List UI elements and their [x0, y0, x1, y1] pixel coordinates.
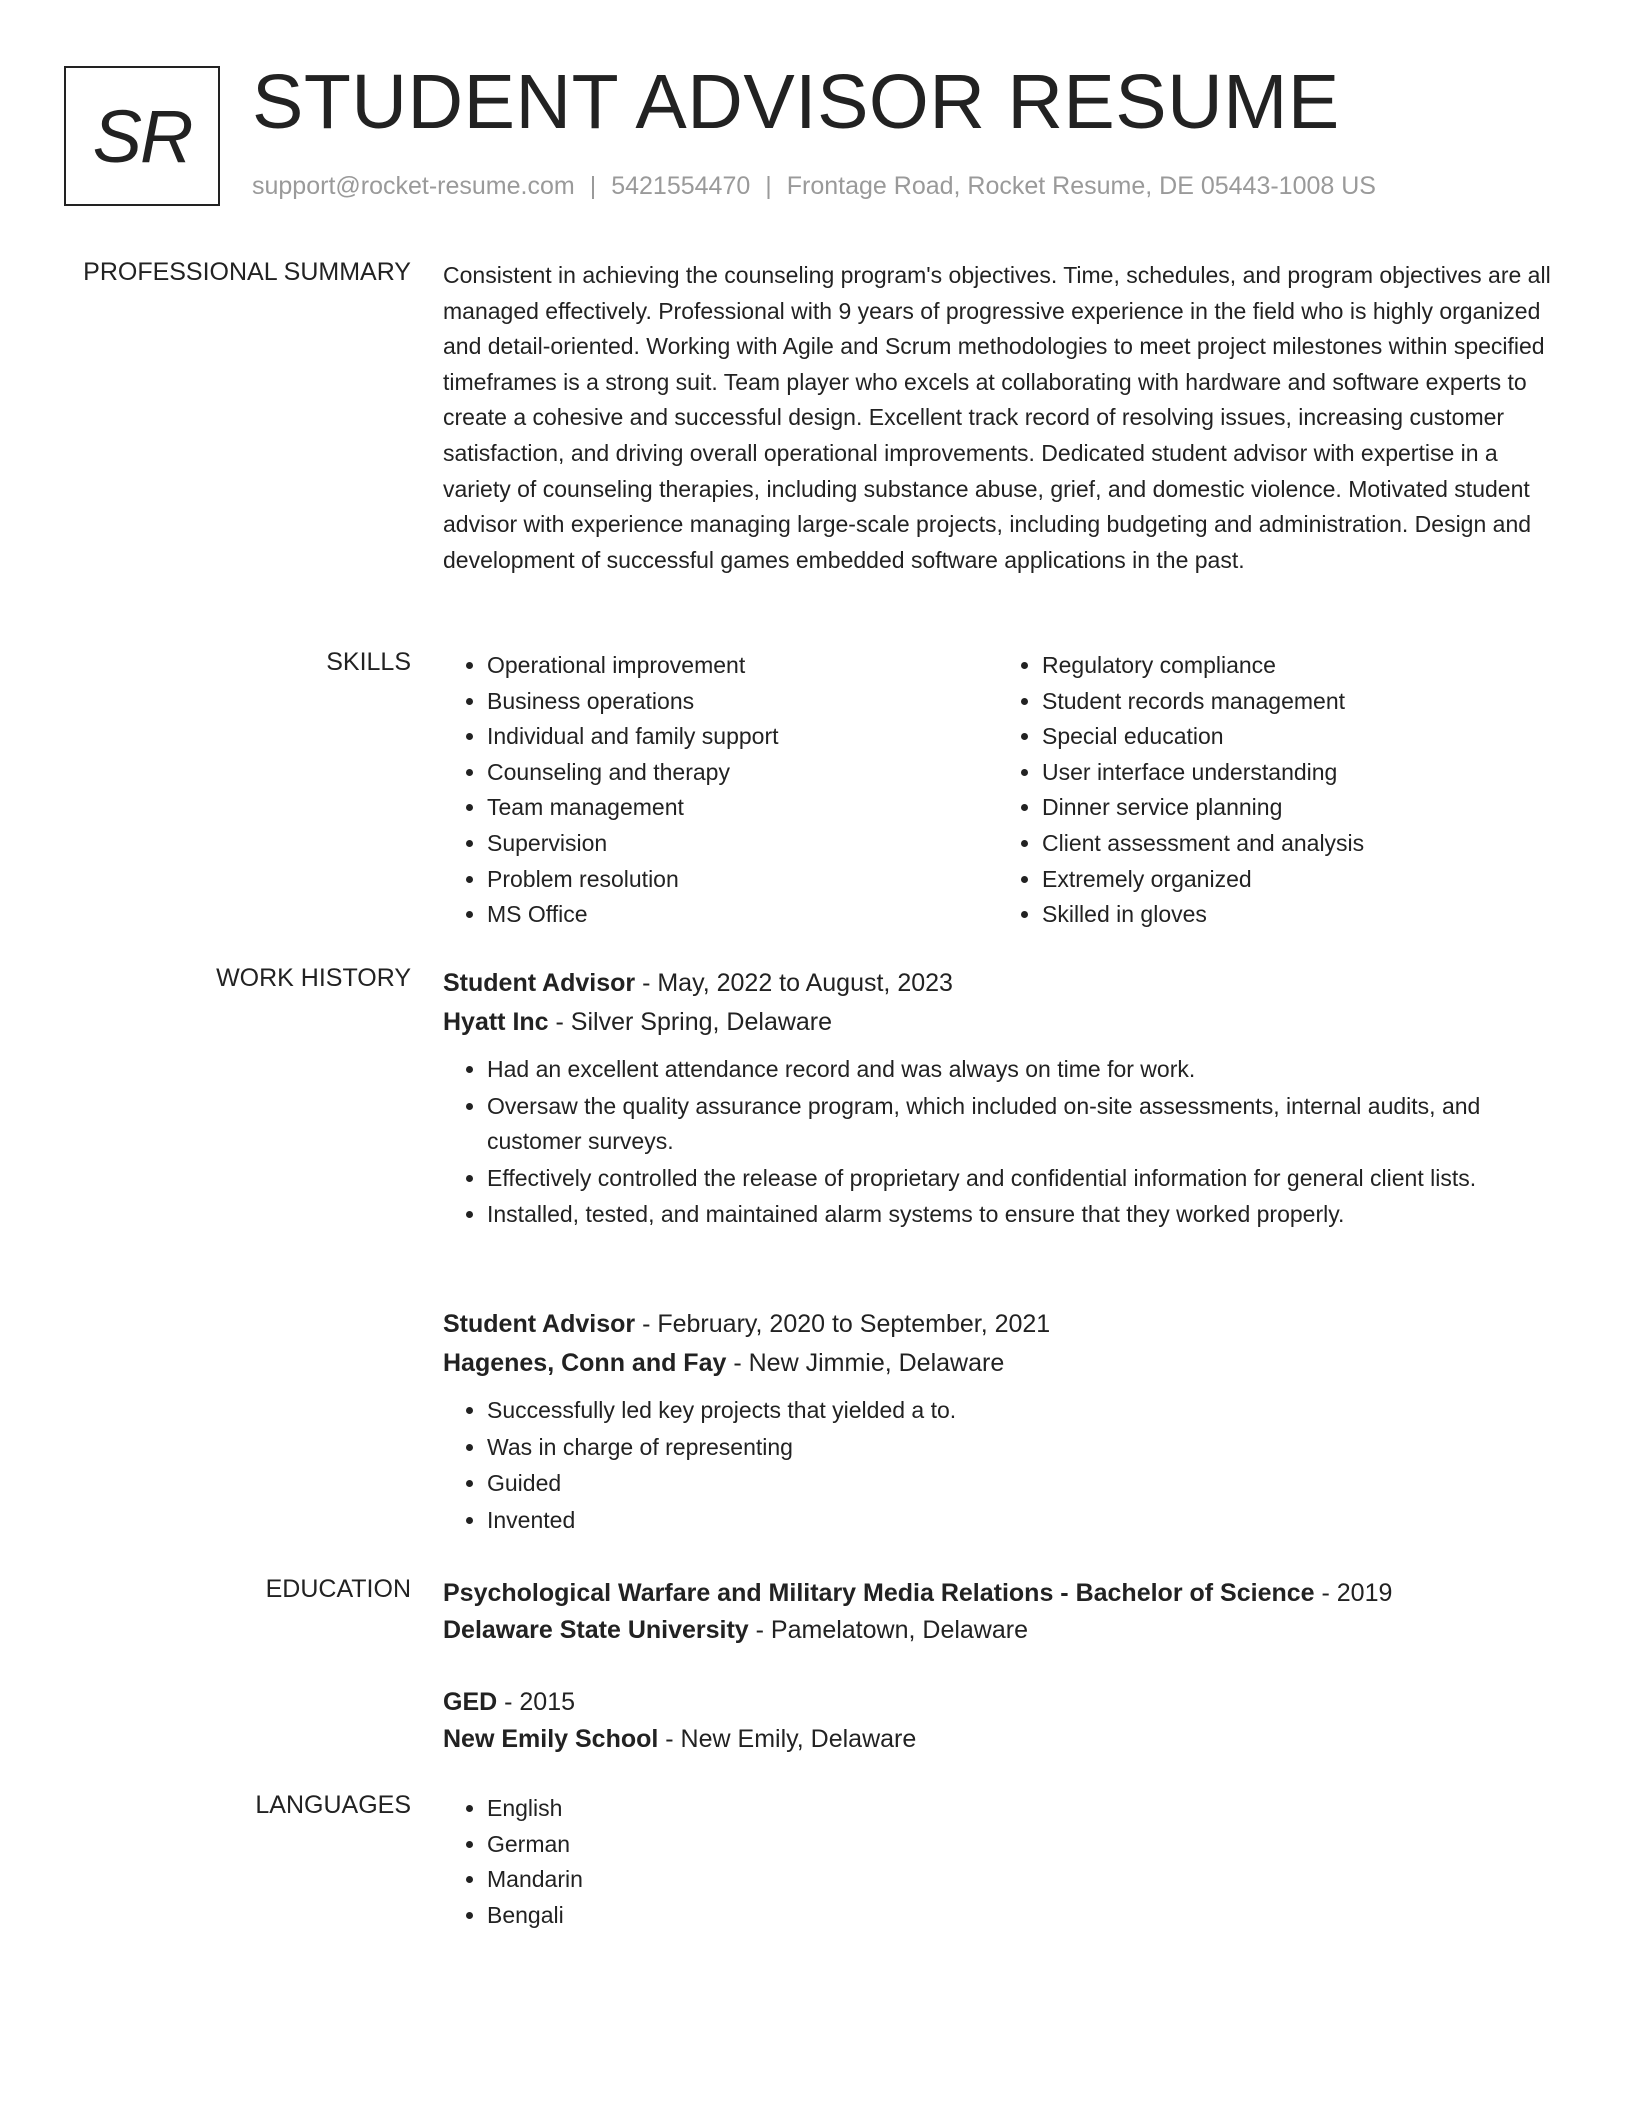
skill-item: • Student records management	[1042, 684, 1553, 720]
job-bullets	[443, 1393, 1553, 1538]
job-location: - New Jimmie, Delaware	[726, 1349, 1005, 1377]
skill-item: • Team management	[487, 790, 998, 826]
section-label-skills: SKILLS	[326, 648, 411, 676]
skill-item: • Skilled in gloves	[1042, 897, 1553, 933]
skill-item: • Supervision	[487, 826, 998, 862]
job-entry	[443, 1305, 1553, 1538]
education-school-line	[443, 1721, 1553, 1758]
job-company-line	[443, 1003, 1553, 1042]
section-label-work: WORK HISTORY	[216, 964, 411, 992]
job-bullets	[443, 1052, 1553, 1233]
job-bullet: • Was in charge of representing	[487, 1430, 1553, 1466]
skill-item: • Extremely organized	[1042, 862, 1553, 898]
summary-text: Consistent in achieving the counseling program's objectives. Time, schedules, and program objectives are all managed effectively. Professional with 9 years of progressive experience in the field who is highly organized and detail-oriented. Working with Agile and Scrum methodologies to meet project milestones within specified timeframes is a strong suit. Team player who excels at collaborating with hardware and software experts to create a cohesive and successful design. Excellent track record of resolving issues, increasing customer satisfaction, and driving overall operational improvements. Dedicated student advisor with expertise in a variety of counseling therapies, including substance abuse, grief, and domestic violence. Motivated student advisor with experience managing large-scale projects, including budgeting and administration. Design and development of successful games embedded software applications in the past.	[443, 262, 1551, 573]
job-bullet: • Effectively controlled the release of proprietary and confidential information for general client lists.	[487, 1161, 1553, 1197]
job-company: Hagenes, Conn and Fay	[443, 1349, 727, 1377]
job-company: Hyatt Inc	[443, 1008, 549, 1036]
contact-email: support@rocket-resume.com	[252, 172, 575, 200]
education-location: - Pamelatown, Delaware	[748, 1616, 1028, 1644]
section-label-languages: LANGUAGES	[255, 1791, 411, 1819]
skill-item: • User interface understanding	[1042, 755, 1553, 791]
monogram: SR	[64, 66, 220, 206]
work-body	[443, 1305, 1553, 1539]
languages-list	[443, 1791, 1553, 1933]
language-item: • Mandarin	[487, 1862, 1553, 1898]
education-location: - New Emily, Delaware	[658, 1725, 917, 1753]
job-dates: - May, 2022 to August, 2023	[635, 969, 953, 997]
education-degree: Psychological Warfare and Military Media Relations - Bachelor of Science	[443, 1579, 1315, 1607]
job-title-line	[443, 1305, 1553, 1344]
job-bullet: • Successfully led key projects that yielded a to.	[487, 1393, 1553, 1429]
contact-phone: 5421554470	[611, 172, 751, 200]
skill-item: • MS Office	[487, 897, 998, 933]
education-year: - 2019	[1314, 1579, 1393, 1607]
skill-item: • Individual and family support	[487, 719, 998, 755]
education-school: Delaware State University	[443, 1616, 749, 1644]
skill-item: • Operational improvement	[487, 648, 998, 684]
skill-item: • Dinner service planning	[1042, 790, 1553, 826]
job-title: Student Advisor	[443, 969, 636, 997]
job-dates: - February, 2020 to September, 2021	[635, 1310, 1051, 1338]
resume-title: STUDENT ADVISOR RESUME	[252, 59, 1340, 145]
skills-list-left	[443, 648, 998, 933]
contact-separator: |	[589, 172, 597, 200]
job-bullet: • Had an excellent attendance record and was always on time for work.	[487, 1052, 1553, 1088]
education-body	[443, 1575, 1553, 1649]
skill-item: • Special education	[1042, 719, 1553, 755]
skill-item: • Counseling and therapy	[487, 755, 998, 791]
language-item: • English	[487, 1791, 1553, 1827]
education-degree-line	[443, 1684, 1553, 1721]
skill-item: • Problem resolution	[487, 862, 998, 898]
languages-body	[443, 1791, 1553, 1933]
contact-separator: |	[765, 172, 772, 200]
language-item: • German	[487, 1827, 1553, 1863]
education-school-line	[443, 1612, 1553, 1649]
contact-address: Frontage Road, Rocket Resume, DE 05443-1008 US	[786, 172, 1376, 200]
skills-list-right	[998, 648, 1553, 933]
education-year: - 2015	[497, 1688, 576, 1716]
education-school: New Emily School	[443, 1725, 659, 1753]
section-label-education: EDUCATION	[265, 1575, 411, 1603]
education-degree-line	[443, 1575, 1553, 1612]
work-body	[443, 964, 1553, 1234]
job-bullet: • Invented	[487, 1503, 1553, 1539]
job-company-line	[443, 1344, 1553, 1383]
skills-body	[443, 648, 1553, 933]
summary-body	[443, 258, 1553, 578]
contact-line	[252, 172, 1376, 201]
education-body	[443, 1684, 1553, 1758]
education-degree: GED	[443, 1688, 498, 1716]
job-bullet: • Installed, tested, and maintained alarm systems to ensure that they worked properly.	[487, 1197, 1553, 1233]
job-entry	[443, 964, 1553, 1233]
language-item: • Bengali	[487, 1898, 1553, 1934]
job-bullet: • Oversaw the quality assurance program, which included on-site assessments, internal audits, and customer surveys.	[487, 1089, 1553, 1160]
skill-item: • Business operations	[487, 684, 998, 720]
job-title: Student Advisor	[443, 1310, 636, 1338]
skill-item: • Regulatory compliance	[1042, 648, 1553, 684]
skill-item: • Client assessment and analysis	[1042, 826, 1553, 862]
job-bullet: • Guided	[487, 1466, 1553, 1502]
section-label-summary: PROFESSIONAL SUMMARY	[83, 258, 411, 286]
job-location: - Silver Spring, Delaware	[548, 1008, 833, 1036]
job-title-line	[443, 964, 1553, 1003]
